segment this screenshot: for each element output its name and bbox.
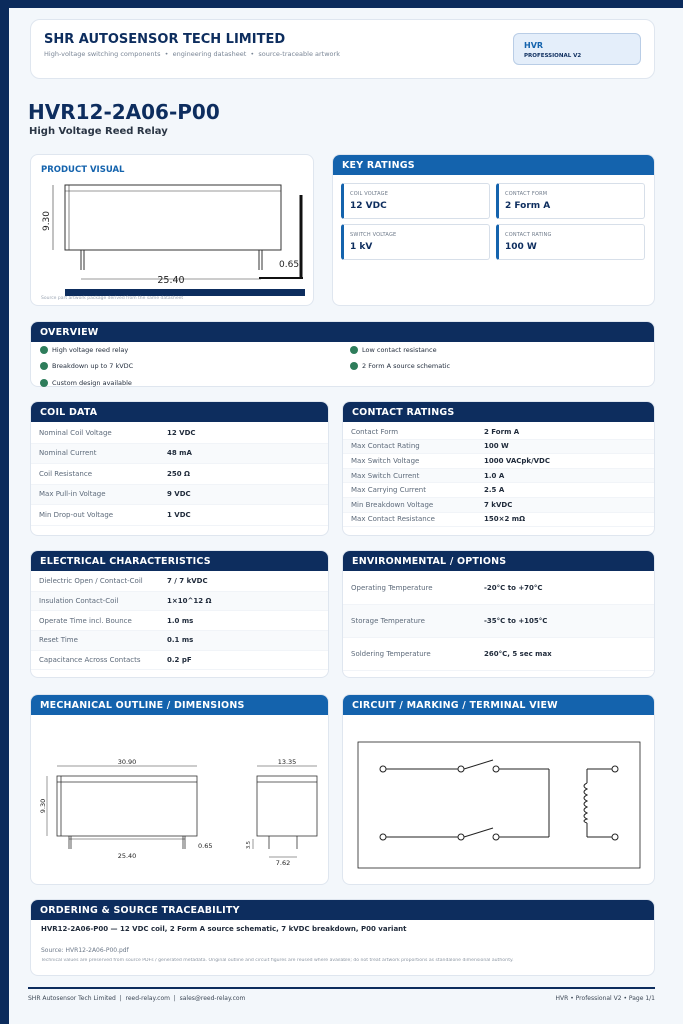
row-value: 1.0 A [484, 471, 505, 480]
ordering-title: ORDERING & SOURCE TRACEABILITY [31, 900, 654, 920]
overview-text: 2 Form A source schematic [362, 362, 451, 370]
row-key: Storage Temperature [351, 617, 425, 625]
visual-dim-height: 9.30 [42, 210, 52, 232]
series-label: HVR [524, 41, 544, 50]
row-value: 9 VDC [167, 490, 191, 499]
visual-caption: Source part artwork package derived from the same datasheet [41, 296, 184, 301]
visual-dim-length: 25.40 [157, 275, 185, 286]
row-value: 1 VDC [167, 510, 191, 519]
bullet-icon [350, 346, 358, 354]
left-accent-bar [0, 0, 9, 1024]
overview-text: Custom design available [52, 379, 132, 387]
overview-title: OVERVIEW [31, 322, 654, 342]
overview-item [40, 346, 128, 354]
row-key: Min Breakdown Voltage [351, 500, 434, 509]
table-row [31, 631, 328, 651]
dim-pitch: 25.40 [117, 852, 137, 860]
row-value: 260°C, 5 sec max [484, 650, 552, 658]
outline-body-end [257, 776, 317, 836]
series-badge [513, 33, 641, 65]
company-tagline: High-voltage switching components • engineering datasheet • source-traceable artwork [44, 50, 340, 58]
product-visual-panel [30, 154, 314, 306]
table-row [343, 572, 654, 605]
table-row [31, 464, 328, 485]
row-key: Max Switch Voltage [351, 456, 420, 465]
top-accent-bar [0, 0, 683, 8]
environmental-panel [342, 550, 655, 678]
table-row [343, 638, 654, 671]
row-value: 48 mA [167, 449, 192, 458]
product-visual-drawing [31, 155, 315, 307]
row-value: 0.2 pF [167, 656, 192, 665]
rating-value: 1 kV [350, 242, 373, 252]
row-key: Min Drop-out Voltage [39, 510, 114, 519]
table-row [31, 423, 328, 444]
row-key: Nominal Current [39, 449, 97, 458]
overview-item [350, 362, 450, 370]
row-key: Soldering Temperature [351, 650, 431, 658]
table-row [343, 605, 654, 638]
overview-item [350, 346, 437, 354]
rating-contact-rating [496, 224, 645, 260]
overview-item [40, 362, 133, 370]
row-value: 1×10^12 Ω [167, 597, 212, 606]
ordering-source: Source: HVR12-2A06-P00.pdf [41, 947, 129, 954]
row-key: Coil Resistance [39, 469, 93, 478]
company-header [30, 19, 655, 79]
ordering-panel [30, 899, 655, 976]
part-number: HVR12-2A06-P00 [28, 100, 220, 124]
dim-row-pitch: 7.62 [275, 859, 291, 867]
footer-left: SHR Autosensor Tech Limited | reed-relay.com | sales@reed-relay.com [28, 995, 246, 1002]
electrical-panel [30, 550, 329, 678]
table-row [31, 485, 328, 506]
coil-data-panel [30, 401, 329, 536]
bullet-icon [350, 362, 358, 370]
overview-text: High voltage reed relay [52, 346, 129, 354]
row-value: 2 Form A [484, 427, 520, 436]
mechanical-panel [30, 694, 329, 885]
table-row [31, 572, 328, 592]
dim-width: 13.35 [277, 758, 297, 766]
circuit-panel [342, 694, 655, 885]
row-key: Dielectric Open / Contact-Coil [39, 577, 143, 586]
table-row [343, 498, 654, 513]
table-row [31, 444, 328, 465]
row-value: 7 kVDC [484, 500, 513, 509]
ordering-line: HVR12-2A06-P00 — 12 VDC coil, 2 Form A source schematic, 7 kVDC breakdown, P00 variant [41, 925, 407, 933]
row-key: Insulation Contact-Coil [39, 597, 119, 606]
circuit-schematic [343, 715, 654, 885]
dim-height: 9.30 [39, 798, 47, 814]
overview-text: Low contact resistance [362, 346, 437, 354]
ordering-note: Technical values are preserved from source PDFs / generated metadata. Original outline and circuit figures are reused where available; do not treat artwork proportions as standalone dimensional authority. [41, 958, 514, 963]
dim-pin-length: 3.5 [246, 841, 252, 849]
row-key: Nominal Coil Voltage [39, 428, 112, 437]
contact-ratings-panel [342, 401, 655, 536]
row-value: 12 VDC [167, 428, 196, 437]
table-row [31, 611, 328, 631]
mechanical-drawing [31, 715, 328, 885]
row-value: 250 Ω [167, 469, 190, 478]
table-row [343, 454, 654, 469]
table-row [31, 651, 328, 671]
row-key: Max Contact Rating [351, 442, 420, 451]
rating-switch-voltage [341, 224, 490, 260]
row-key: Operate Time incl. Bounce [39, 616, 132, 625]
table-row [343, 483, 654, 498]
row-key: Contact Form [351, 427, 399, 436]
rating-coil-voltage [341, 183, 490, 219]
outline-body-side [57, 776, 197, 836]
circuit-title: CIRCUIT / MARKING / TERMINAL VIEW [343, 695, 654, 715]
table-row [31, 592, 328, 612]
rating-label: CONTACT FORM [505, 191, 548, 197]
contact-b-icon [380, 828, 499, 840]
contact-a-icon [380, 760, 549, 837]
row-key: Max Carrying Current [351, 486, 426, 495]
table-row [343, 469, 654, 484]
row-key: Operating Temperature [351, 584, 433, 592]
row-value: -20°C to +70°C [484, 584, 543, 592]
row-key: Max Pull-in Voltage [39, 490, 106, 499]
mechanical-title: MECHANICAL OUTLINE / DIMENSIONS [31, 695, 328, 715]
table-row [343, 425, 654, 440]
row-value: 7 / 7 kVDC [167, 577, 208, 586]
footer-rule [28, 987, 655, 989]
rating-value: 100 W [505, 242, 537, 252]
row-value: 100 W [484, 442, 509, 451]
rating-label: SWITCH VOLTAGE [350, 232, 397, 238]
dim-pin: 0.65 [198, 842, 213, 850]
row-value: 2.5 A [484, 486, 505, 495]
rating-value: 2 Form A [505, 201, 551, 211]
key-ratings-panel [332, 154, 655, 306]
coil-icon [584, 766, 618, 840]
row-value: 1000 VACpk/VDC [484, 456, 551, 465]
contact-ratings-title: CONTACT RATINGS [343, 402, 654, 422]
coil-data-title: COIL DATA [31, 402, 328, 422]
footer-right: HVR • Professional V2 • Page 1/1 [555, 995, 655, 1002]
product-subtitle: High Voltage Reed Relay [29, 126, 168, 137]
row-key: Max Contact Resistance [351, 515, 435, 524]
row-key: Reset Time [39, 636, 78, 645]
environmental-title: ENVIRONMENTAL / OPTIONS [343, 551, 654, 571]
dim-length: 30.90 [117, 758, 137, 766]
rating-value: 12 VDC [350, 201, 387, 211]
row-value: 1.0 ms [167, 616, 194, 625]
row-value: 150×2 mΩ [484, 515, 526, 524]
product-visual-title: PRODUCT VISUAL [41, 165, 125, 175]
row-value: 0.1 ms [167, 636, 194, 645]
visual-dim-pin: 0.65 [279, 260, 300, 270]
bullet-icon [40, 362, 48, 370]
row-value: -35°C to +105°C [484, 617, 548, 625]
row-key: Capacitance Across Contacts [39, 656, 141, 665]
bullet-icon [40, 379, 48, 387]
table-row [343, 513, 654, 528]
series-sub: PROFESSIONAL V2 [524, 53, 582, 59]
row-key: Max Switch Current [351, 471, 420, 480]
key-ratings-title: KEY RATINGS [333, 155, 654, 175]
table-row [343, 440, 654, 455]
rating-contact-form [496, 183, 645, 219]
rating-label: COIL VOLTAGE [350, 191, 389, 197]
electrical-title: ELECTRICAL CHARACTERISTICS [31, 551, 328, 571]
company-name: SHR AUTOSENSOR TECH LIMITED [44, 32, 286, 47]
overview-text: Breakdown up to 7 kVDC [52, 362, 134, 370]
overview-panel [30, 321, 655, 387]
bullet-icon [40, 346, 48, 354]
table-row [31, 505, 328, 526]
overview-item [40, 379, 132, 387]
rating-label: CONTACT RATING [505, 232, 552, 238]
relay-body [65, 185, 281, 250]
